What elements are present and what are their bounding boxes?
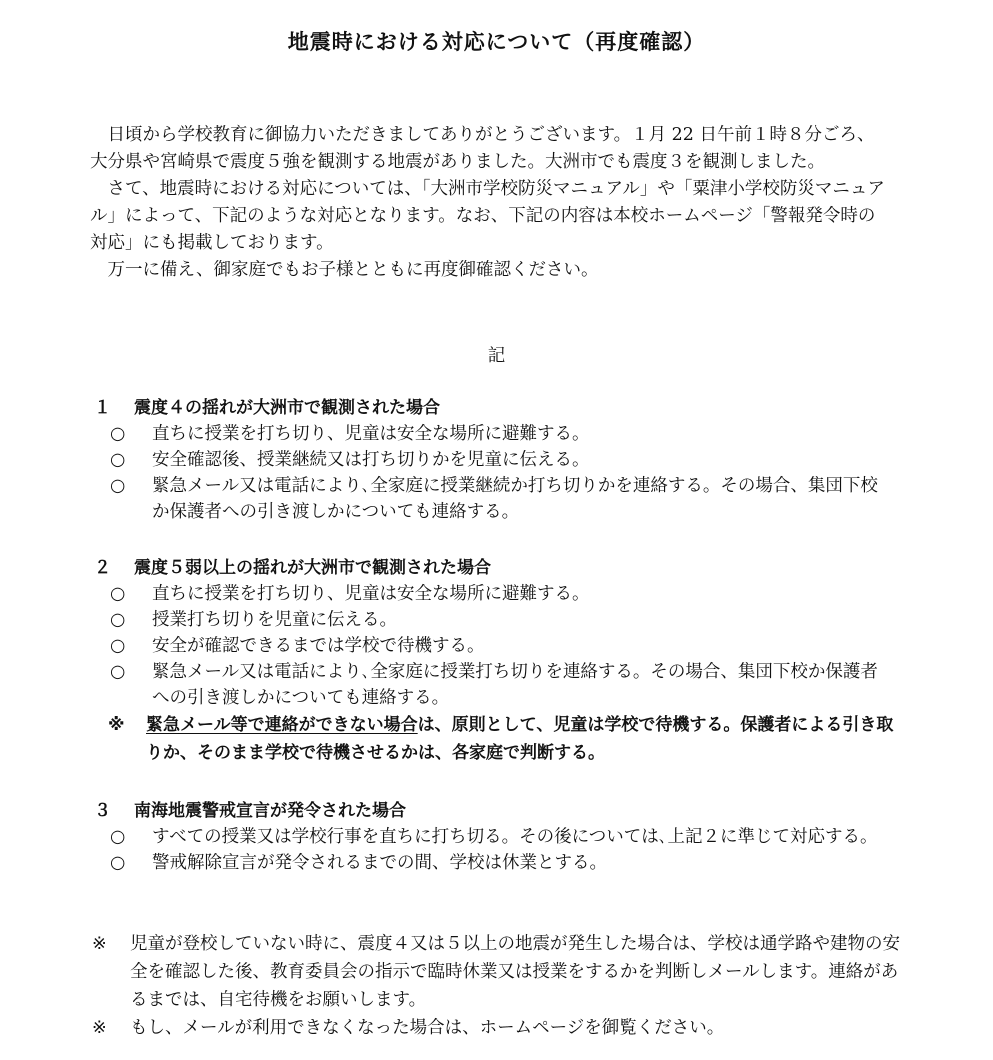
footnotes — [90, 930, 900, 1042]
section-title — [90, 395, 900, 421]
intro-paragraph: さて、地震時における対応については、「大洲市学校防災マニュアル」や「粟津小学校防災マニュアル」によって、下記のような対応となります。なお、下記の内容は本校ホームページ「警報発令時の対応」にも掲載しております。 — [90, 179, 885, 253]
circle-bullet-icon: ○ — [110, 450, 126, 470]
circle-bullet-icon: ○ — [110, 636, 126, 656]
section-number: ３ — [94, 801, 111, 821]
list-item: ○ すべての授業又は学校行事を直ちに打ち切る。その後については､上記２に準じて対応する。 — [90, 824, 900, 850]
section-title — [90, 555, 900, 581]
circle-bullet-icon: ○ — [110, 476, 126, 496]
intro-paragraph: 万一に備え、御家庭でもお子様とともに再度御確認ください。 — [107, 260, 599, 280]
list-item: ○ 安全確認後、授業継続又は打ち切りかを児童に伝える。 — [90, 447, 900, 473]
list-item: ○ 安全が確認できるまでは学校で待機する。 — [90, 633, 900, 659]
circle-bullet-icon: ○ — [110, 424, 126, 444]
list-item: ○ 直ちに授業を打ち切り、児童は安全な場所に避難する。 — [90, 581, 900, 607]
section-2 — [90, 555, 900, 767]
reference-mark-icon: ※ — [92, 1018, 107, 1038]
list-item: ○ 直ちに授業を打ち切り、児童は安全な場所に避難する。 — [90, 421, 900, 447]
circle-bullet-icon: ○ — [110, 853, 126, 873]
list-item: ○ 警戒解除宣言が発令されるまでの間、学校は休業とする。 — [90, 850, 900, 876]
section-title-text: 南海地震警戒宣言が発令された場合 — [134, 801, 406, 821]
section-title-text: 震度５弱以上の揺れが大洲市で観測された場合 — [134, 558, 491, 578]
list-item: ○ 緊急メール又は電話により､全家庭に授業継続か打ち切りかを連絡する。その場合、集団下校か保護者への引き渡しかについても連絡する。 — [90, 473, 900, 525]
note-underlined: 緊急メール等で連絡ができない場合 — [146, 715, 418, 735]
section-number: ２ — [94, 558, 111, 578]
section-title-text: 震度４の揺れが大洲市で観測された場合 — [134, 398, 440, 418]
circle-bullet-icon: ○ — [110, 827, 126, 847]
list-item: ○ 緊急メール又は電話により､全家庭に授業打ち切りを連絡する。その場合、集団下校か保護者への引き渡しかについても連絡する。 — [90, 659, 900, 711]
ki-heading: 記 — [487, 346, 506, 366]
important-note — [90, 711, 900, 767]
intro-text — [90, 122, 890, 284]
section-1 — [90, 395, 900, 525]
circle-bullet-icon: ○ — [110, 662, 126, 682]
reference-mark-icon: ※ — [92, 934, 107, 954]
reference-mark-icon: ※ — [108, 715, 125, 735]
intro-paragraph: 日頃から学校教育に御協力いただきましてありがとうございます。１月 22 日午前１時８分ごろ、大分県や宮崎県で震度５強を観測する地震がありました。大洲市でも震度３を観測しました。 — [90, 125, 875, 172]
document-title: 地震時における対応について（再度確認） — [287, 30, 706, 54]
section-number: １ — [94, 398, 111, 418]
footnote: ※ 児童が登校していない時に、震度４又は５以上の地震が発生した場合は、学校は通学路や建物の安全を確認した後、教育委員会の指示で臨時休業又は授業をするかを判断しメールします。連絡があるまでは、自宅待機をお願いします。 — [90, 930, 900, 1014]
footnote: ※ もし、メールが利用できなくなった場合は、ホームページを御覧ください。 — [90, 1014, 900, 1042]
circle-bullet-icon: ○ — [110, 610, 126, 630]
circle-bullet-icon: ○ — [110, 584, 126, 604]
section-3 — [90, 798, 900, 876]
note-text: は、原則として、児童は学校で待機する。保護者による引き取りか、そのまま学校で待機させるかは、各家庭で判断する。 — [146, 715, 894, 763]
section-title — [90, 798, 900, 824]
list-item: ○ 授業打ち切りを児童に伝える。 — [90, 607, 900, 633]
